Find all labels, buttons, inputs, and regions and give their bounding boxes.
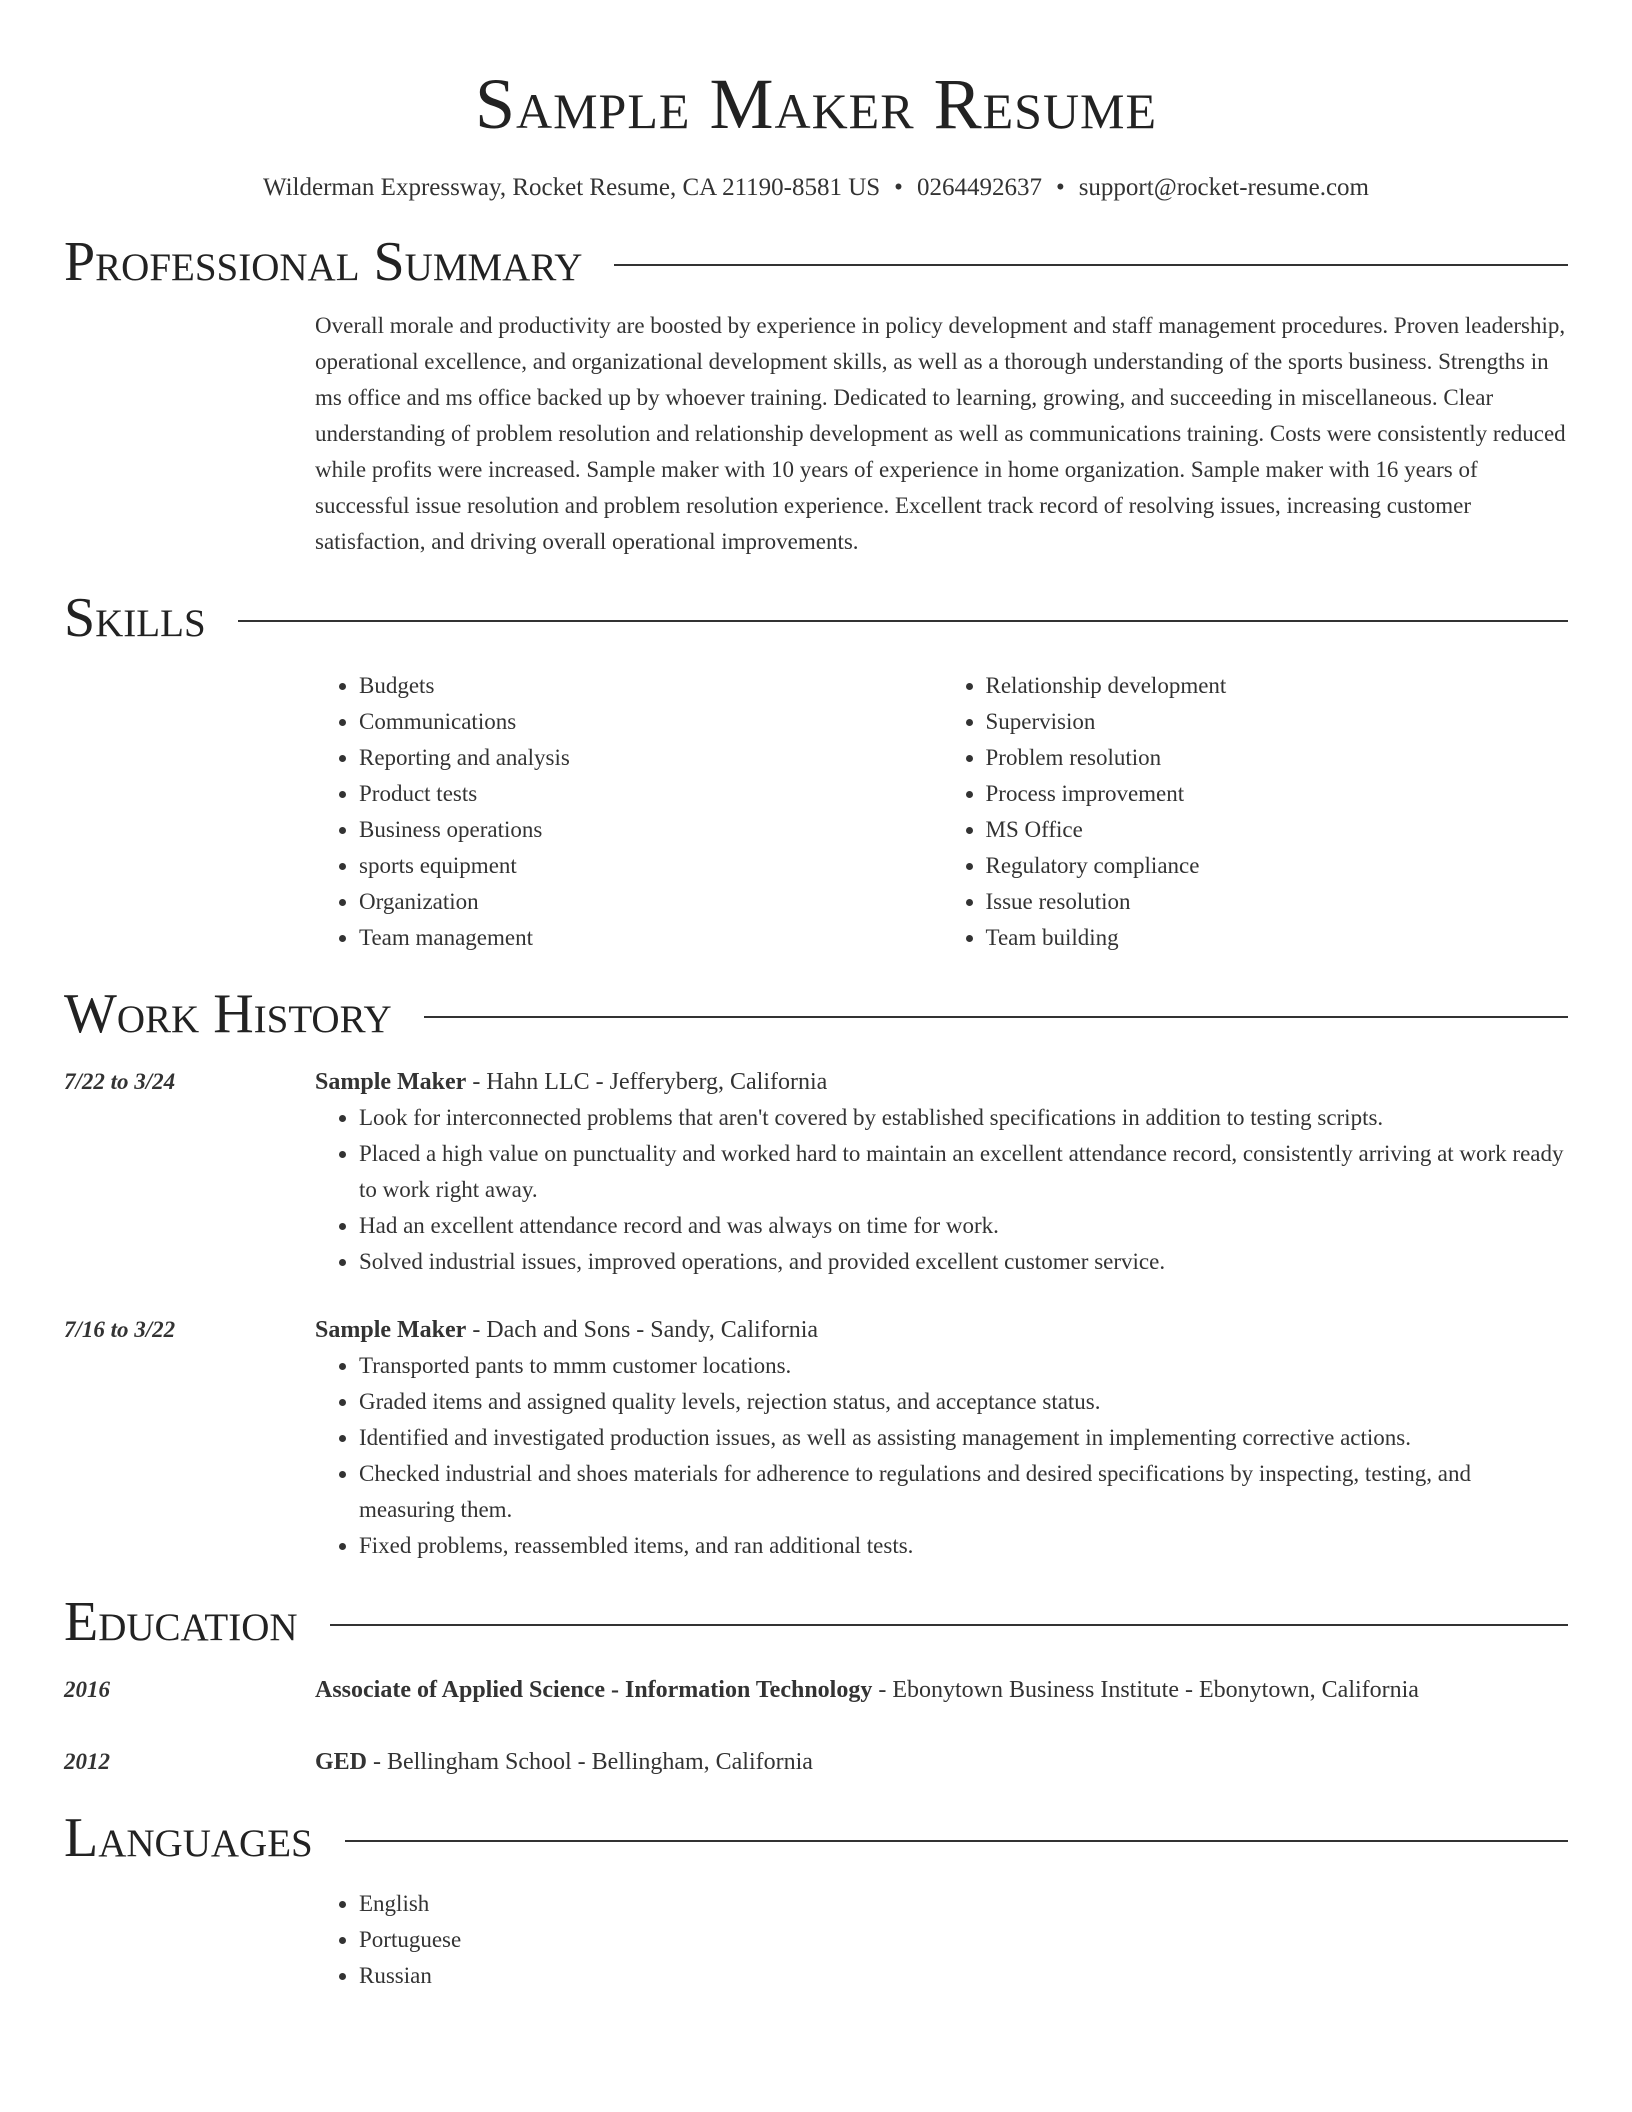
work-history-title: Work History xyxy=(64,983,392,1045)
job-body xyxy=(315,1064,1568,1280)
summary-heading xyxy=(64,226,1568,298)
skills-grid xyxy=(315,668,1568,956)
languages-list-wrapper xyxy=(315,1886,1568,1994)
contact-separator: • xyxy=(1055,174,1065,201)
languages-heading xyxy=(64,1802,1568,1874)
languages-title: Languages xyxy=(64,1807,313,1869)
section-divider xyxy=(614,264,1568,266)
skill-item: • Product tests xyxy=(359,776,942,812)
job-duties-list xyxy=(315,1348,1568,1564)
education-year: 2012 xyxy=(64,1749,110,1774)
skill-item: • Regulatory compliance xyxy=(986,848,1569,884)
job-duties-list xyxy=(315,1100,1568,1280)
skill-item: • Relationship development xyxy=(986,668,1569,704)
education-school: - Bellingham School - Bellingham, California xyxy=(367,1749,813,1775)
resume-header xyxy=(64,56,1568,204)
work-history-section xyxy=(64,978,1568,1564)
skills-title: Skills xyxy=(64,587,206,649)
education-title: Education xyxy=(64,1591,298,1653)
education-section xyxy=(64,1586,1568,1780)
job-entry xyxy=(64,1312,1568,1564)
section-divider xyxy=(424,1016,1568,1018)
job-employer: - Hahn LLC - Jefferyberg, California xyxy=(466,1069,828,1095)
job-dates: 7/16 to 3/22 xyxy=(64,1317,176,1342)
education-line xyxy=(315,1744,1568,1780)
job-duty: • Placed a high value on punctuality and worked hard to maintain an excellent attendance record, consistently arriving at work ready to work right away. xyxy=(359,1136,1568,1208)
skills-column-left xyxy=(315,668,942,956)
job-duty: • Graded items and assigned quality levels, rejection status, and acceptance status. xyxy=(359,1384,1568,1420)
job-entry xyxy=(64,1064,1568,1280)
section-divider xyxy=(330,1624,1568,1626)
skill-item: • Team building xyxy=(986,920,1569,956)
job-dates: 7/22 to 3/24 xyxy=(64,1069,176,1094)
job-duty: • Look for interconnected problems that aren't covered by established specifications in addition to testing scripts. xyxy=(359,1100,1568,1136)
education-body xyxy=(315,1744,1568,1780)
language-item: • Portuguese xyxy=(359,1922,1568,1958)
education-school: - Ebonytown Business Institute - Ebonytown, California xyxy=(872,1677,1419,1703)
job-role: Sample Maker xyxy=(315,1317,467,1343)
skills-column-right xyxy=(942,668,1569,956)
skill-item: • Problem resolution xyxy=(986,740,1569,776)
skill-item: • Business operations xyxy=(359,812,942,848)
job-duty: • Transported pants to mmm customer locations. xyxy=(359,1348,1568,1384)
job-duty: • Had an excellent attendance record and was always on time for work. xyxy=(359,1208,1568,1244)
skill-item: • Reporting and analysis xyxy=(359,740,942,776)
skill-item: • sports equipment xyxy=(359,848,942,884)
education-entry xyxy=(64,1672,1568,1708)
contact-separator: • xyxy=(894,174,903,201)
resume-name: Sample Maker Resume xyxy=(474,64,1158,144)
skill-item: • Issue resolution xyxy=(986,884,1569,920)
education-entry xyxy=(64,1744,1568,1780)
languages-list xyxy=(315,1886,1568,1994)
section-divider xyxy=(238,620,1568,622)
skill-item: • Supervision xyxy=(986,704,1569,740)
job-role: Sample Maker xyxy=(315,1069,467,1095)
job-employer: - Dach and Sons - Sandy, California xyxy=(466,1317,819,1343)
job-title-line xyxy=(315,1312,1568,1348)
contact-line xyxy=(64,172,1568,204)
summary-title: Professional Summary xyxy=(64,231,583,293)
contact-email: support@rocket-resume.com xyxy=(1078,174,1369,201)
education-year: 2016 xyxy=(64,1677,110,1702)
job-title-line xyxy=(315,1064,1568,1100)
skill-item: • Budgets xyxy=(359,668,942,704)
job-body xyxy=(315,1312,1568,1564)
language-item: • English xyxy=(359,1886,1568,1922)
contact-address: Wilderman Expressway, Rocket Resume, CA 21190-8581 US xyxy=(262,174,881,201)
language-item: • Russian xyxy=(359,1958,1568,1994)
skills-list-left xyxy=(315,668,942,956)
education-degree: GED xyxy=(315,1749,368,1775)
education-degree: Associate of Applied Science - Information Technology xyxy=(315,1677,873,1703)
education-heading xyxy=(64,1586,1568,1658)
summary-text: Overall morale and productivity are boosted by experience in policy development and staff management procedures. Proven leadership, operational excellence, and organizational development skills, as well as a thorough understanding of the sports business. Strengths in ms office and ms office backed up by whoever training. Dedicated to learning, growing, and succeeding in miscellaneous. Clear understanding of problem resolution and relationship development as well as communications training. Costs were consistently reduced while profits were increased. Sample maker with 10 years of experience in home organization. Sample maker with 16 years of successful issue resolution and problem resolution experience. Excellent track record of resolving issues, increasing customer satisfaction, and driving overall operational improvements. xyxy=(315,313,1566,554)
skills-section xyxy=(64,582,1568,956)
job-duty: • Identified and investigated production issues, as well as assisting management in implementing corrective actions. xyxy=(359,1420,1568,1456)
contact-phone: 0264492637 xyxy=(916,174,1042,201)
job-duty: • Checked industrial and shoes materials for adherence to regulations and desired specifications by inspecting, testing, and measuring them. xyxy=(359,1456,1568,1528)
skill-item: • Process improvement xyxy=(986,776,1569,812)
languages-section xyxy=(64,1802,1568,1994)
skills-list-right xyxy=(942,668,1569,956)
job-duty: • Solved industrial issues, improved operations, and provided excellent customer service. xyxy=(359,1244,1568,1280)
skill-item: • Team management xyxy=(359,920,942,956)
work-history-heading xyxy=(64,978,1568,1050)
job-duty: • Fixed problems, reassembled items, and ran additional tests. xyxy=(359,1528,1568,1564)
section-divider xyxy=(345,1840,1568,1842)
skills-heading xyxy=(64,582,1568,654)
education-line xyxy=(315,1672,1568,1708)
skill-item: • Communications xyxy=(359,704,942,740)
skill-item: • MS Office xyxy=(986,812,1569,848)
summary-section xyxy=(64,226,1568,560)
education-body xyxy=(315,1672,1568,1708)
skill-item: • Organization xyxy=(359,884,942,920)
